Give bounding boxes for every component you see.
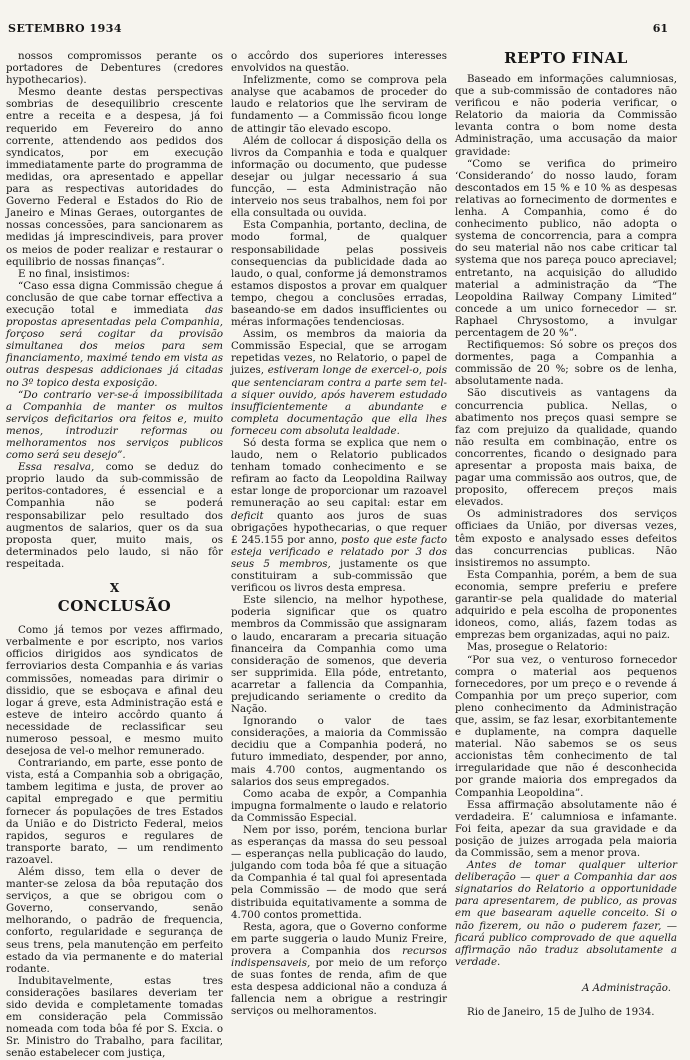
paragraph-text: quanto aos juros de suas obrigações hypothecarias, o que requer £ 245.155 por anno, xyxy=(231,509,447,546)
paragraph: Infelizmente, como se comprova pela analyse que acabamos de proceder do laudo e relatorios que lhe serviram de fundamento — a Commissão ficou longe de attingir tão elevado escopo. xyxy=(231,74,447,135)
paragraph: Como já temos por vezes affirmado, verbalmente e por escripto, nos varios officios dirigidos aos syndicatos de ferroviarios desta Companhia e ás varias commissões, nomeadas para dirimir o dissidio, que se esboçava e afinal deu logar á greve, esta Administração está e esteve de inteiro accôrdo quanto á necessidade de reclassificar seu numeroso pessoal, e mesmo muito desejosa de vel-o melhor remunerado. xyxy=(6,624,223,758)
paragraph: Como acaba de expôr, a Companhia impugna formalmente o laudo e relatorio da Commissão Especial. xyxy=(231,787,447,824)
paragraph: Indubitavelmente, estas tres considerações basilares deveriam ter sido devida e completamente tomadas em consideração pela Commissão nomeada com toda bôa fé por S. Excia. o Sr. Ministro do Trabalho, para facilitar, senão estabelecer com justiça, xyxy=(6,974,223,1060)
paragraph-text: Resta, agora, que o Governo conforme em parte suggeria o laudo Muniz Freire, provera a Companhia dos xyxy=(231,920,447,957)
quote-paragraph xyxy=(6,280,223,389)
paragraph: Esta Companhia, portanto, declina, de modo formal, de qualquer responsabilidade pelas possiveis consequencias da publicidade dada ao laudo, o qual, conforme já demonstramos estamos dispostos a provar em qualquer tempo, chegou a conclusões erradas, baseando-se em dados insufficientes ou méras informações tendenciosas. xyxy=(231,219,447,329)
header-date: SETEMBRO 1934 xyxy=(8,22,123,35)
paragraph: Mesmo deante destas perspectivas sombrias de desequilibrio crescente entre a receita e a despesa, já foi requerido em Fevereiro do anno corrente, attendendo aos pedidos dos syndicatos, por em execução immediatamente parte do programma de medidas, ora apresentado e appellar para as respectivas autoridades do Governo Federal e Estados do Rio de Janeiro e Minas Geraes, outorgantes de nossas concessões, para sancionarem as medidas já imprescindiveis, para prover os meios de poder realizar e restaurar o equilibrio de nossas finanças”. xyxy=(6,86,223,268)
emphasis-text: recursos indispensaveis, xyxy=(231,944,447,970)
section-title: REPTO FINAL xyxy=(504,49,628,67)
paragraph: Nem por isso, porém, tenciona burlar as esperanças da massa do seu pessoal — esperanças nella publicação do laudo, julgando com toda bôa fé que a situação da Companhia é tal qual foi apresentada pela Commissão — de modo que será distribuida equitativamente a somma de 4.700 contos promettida. xyxy=(231,824,447,921)
paragraph: Essa affirmação absolutamente não é verdadeira. E’ calumniosa e infamante. Foi feita, apezar da sua gravidade e da posição de juizes arrogada pela maioria da Commissão, sem a menor prova. xyxy=(455,798,677,859)
paragraph-text: Só desta forma se explica que nem o laudo, nem o Relatorio publicados tenham tomado conhecimento e se refiram ao facto da Leopoldina Railway estar longe de proporcionar um razoavel remuneração ao seu capital: estar em xyxy=(231,437,447,510)
paragraph: nossos compromissos perante os portadores de Debentures (credores hypothecarios). xyxy=(6,50,223,87)
paragraph: São discutiveis as vantagens da concurrencia publica. Nellas, o abatimento nos preços quasi sempre se faz com prejuizo da qualidade, quando não resulta em combinação, entre os concorrentes, ficando o designado para apresentar a proposta mais baixa, de pagar uma commissão aos outros, que, de proposito, offerecem preços mais elevados. xyxy=(455,387,677,509)
column-right xyxy=(455,50,677,1045)
paragraph: Baseado em informações calumniosas, que a sub-commissão de contadores não verificou e não poderia verificar, o Relatorio da maioria da Commissão levanta contra o bom nome desta Administração, uma accusação da maior gravidade: xyxy=(455,73,677,158)
paragraph-text: Assim, os membros da maioria da Commissão Especial, que se arrogam repetidas vezes, no Relatorio, o papel de juizes, xyxy=(231,328,447,377)
paragraph xyxy=(231,328,447,437)
dateline: Rio de Janeiro, 15 de Julho de 1934. xyxy=(467,1006,655,1019)
paragraph: Este silencio, na melhor hypothese, poderia significar que os quatro membros da Commissão que assignaram o laudo, encararam a precaria situação financeira da Companhia como uma consideração de somenos, que deveria ser supprimida. Ella póde, entretanto, acarretar a fallencia da Companhia, prejudicando seriamente o credito da Nação. xyxy=(231,594,447,716)
section-number: X xyxy=(109,581,120,596)
emphasis-text: posto que este facto esteja verificado e relatado por 3 dos seus 5 membros, xyxy=(231,533,447,570)
paragraph: Esta Companhia, porém, a bem de sua economia, sempre preferiu e prefere garantir-se pela qualidade do material adquirido e pela escolha de proponentes idoneos, como, aliás, fazem todas as emprezas bem organizadas, aqui no paiz. xyxy=(455,568,677,642)
paragraph: Contrariando, em parte, esse ponto de vista, está a Companhia sob a obrigação, tambem legitima e justa, de prover ao capital empregado e que permitiu fornecer ás populações de tres Estados da União e do Districto Federal, meios rapidos, seguros e regulares de transporte barato, — um rendimento razoavel. xyxy=(6,757,223,866)
column-left xyxy=(6,50,223,1060)
paragraph: Mas, prosegue o Relatorio: xyxy=(467,641,608,654)
section-title: CONCLUSÃO xyxy=(57,597,172,616)
emphasis-text: estiveram longe de exercel-o, pois que sentenciaram contra a parte sem tel-a siquer ouvido, após haverem estudado insufficientemente a abundante e completa documentação que ella lhes forneceu com absoluta lealdade. xyxy=(231,364,447,437)
signature: A Administração. xyxy=(582,981,671,994)
paragraph-text: por meio de um reforço de suas fontes de renda, afim de que esta despesa addicional não a conduza á fallencia nem a obrigue a restringir serviços ou melhoramentos. xyxy=(231,957,447,1018)
page-header xyxy=(0,0,690,50)
paragraph xyxy=(231,437,447,594)
paragraph: Além disso, tem ella o dever de manter-se zelosa da bôa reputação dos serviços, a que se obrigou com o Governo, conservando, senão melhorando, o padrão de frequencia, conforto, regularidade e segurança de seus trens, pela manutenção em perfeito estado da via permanente e do material rodante. xyxy=(6,866,223,975)
column-middle xyxy=(231,50,447,1045)
quote-italic-text: das propostas apresentadas pela Companhia, forçoso será cogitar da provisão simultanea dos meios para sem financiamento, maximé tendo em vista as outras despesas addicionaes já citadas no 3º topico desta exposição. xyxy=(6,303,223,389)
paragraph: o accôrdo dos superiores interesses envolvidos na questão. xyxy=(231,50,447,75)
quote-text: “Caso essa digna Commissão chegue á conclusão de que cabe tornar effectiva a execução total e immediata xyxy=(6,279,223,316)
paragraph xyxy=(6,461,223,570)
paragraph-text: como se deduz do proprio laudo da sub-commissão de peritos-contadores, é essencial e a Companhia não se poderá responsabilizar pelo resultado dos augmentos de salarios, quer os da sua proposta quer, muito mais, os determinados pelo laudo, si não fôr respeitada. xyxy=(6,461,223,570)
quote-paragraph: “Como se verifica do primeiro ‘Considerando’ do nosso laudo, foram descontados em 15 % e 10 % as despesas relativas ao fornecimento de dormentes e lenha. A Companhia, como é do conhecimento publico, não adopta o systema de concorrencia, para a compra do seu material não nos cabe criticar tal systema que nos pareça pouco apreciavel; entretanto, na acquisição do alludido material a administração da “The Leopoldina Railway Company Limited” concede a um unico fornecedor — sr. Raphael Chrysostomo, a invulgar percentagem de 20 %”. xyxy=(455,157,677,339)
paragraph: Ignorando o valor de taes considerações, a maioria da Commissão decidiu que a Companhia poderá, no futuro immediato, despender, por anno, mais 4.700 contos, augmentando os salarios dos seus empregados. xyxy=(231,715,447,788)
paragraph: E no final, insistimos: xyxy=(18,267,130,280)
paragraph: Antes de tomar qualquer ulterior deliberação — quer a Companhia dar aos signatarios do Relatorio a opportunidade para apresentarem, de publico, as provas em que basearam aquelle conceito. Si o não fizerem, ou não o puderem fazer, — ficará publico comprovado de que aquella affirmação não traduz absolutamente a verdade. xyxy=(455,859,677,968)
emphasis-text: Essa resalva, xyxy=(18,461,95,474)
paragraph xyxy=(231,921,447,1018)
paragraph-text: justamente os que constituiram a sub-commissão que verificou os livros desta empresa. xyxy=(231,557,447,595)
quote-paragraph: “Por sua vez, o venturoso fornecedor compra o material aos pequenos fornecedores, por um preço e o revende á Companhia por um preço superior, com pleno conhecimento da Administração que, assim, se faz lesar, exorbitantemente e duplamente, na compra daquelle material. Não sabemos se os seus accionistas têm conhecimento de tal irregularidade que não é desconhecida por grande maioria dos empregados da Companhia Leopoldina”. xyxy=(455,653,677,799)
page-number: 61 xyxy=(652,22,668,35)
paragraph: Rectifiquemos: Só sobre os preços dos dormentes, paga a Companhia a commissão de 20 %; sobre os de lenha, absolutamente nada. xyxy=(455,339,677,388)
quote-paragraph: “Do contrario ver-se-á impossibilitada a Companhia de manter os multos serviços deficitarios ora feitos e, muito menos, introduzir reformas ou melhoramentos nos serviços publicos como será seu desejo”. xyxy=(6,388,223,462)
paragraph: Além de collocar á disposição della os livros da Companhia e toda e qualquer informação ou documento, que pudesse desejar ou julgar necessario á sua funcção, — esta Administração não interveio nos seus trabalhos, nem foi por ella consultada ou ouvida. xyxy=(231,134,447,220)
emphasis-text: deficit xyxy=(231,509,264,522)
paragraph: Os administradores dos serviços officiaes da União, por diversas vezes, têm exposto e analysado esses defeitos das concurrencias publicas. Não insistiremos no assumpto. xyxy=(455,508,677,569)
